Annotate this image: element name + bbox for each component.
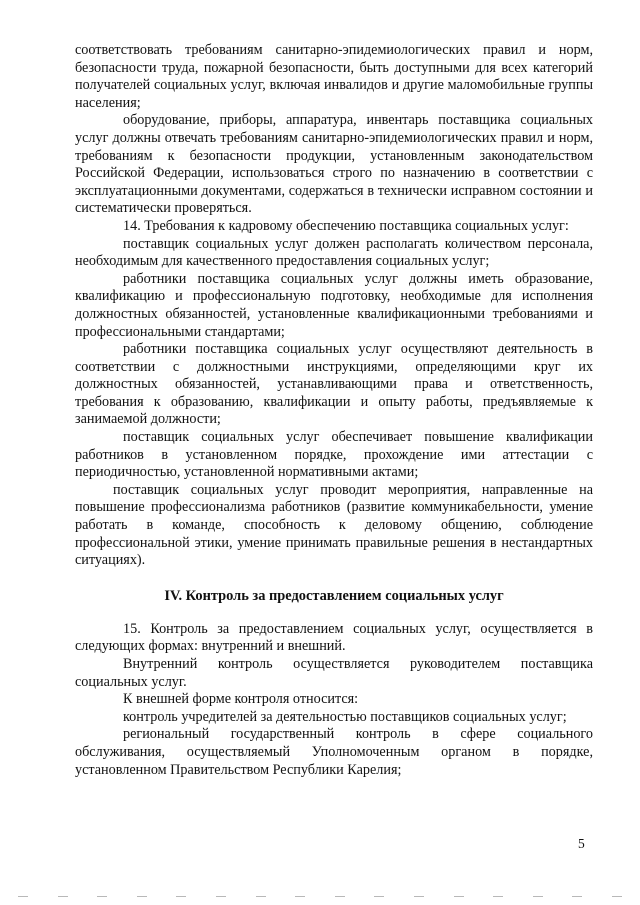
paragraph-staff-professionalism: поставщик социальных услуг проводит мероприятия, направленные на повышение профессионализма работников (развитие коммуникабельности, умение работать в команде, способность к деловому общению, соблюдение профессиональной этики, умение принимать правильные решения в нестандартных ситуациях). <box>75 481 593 569</box>
paragraph-staff-instructions: работники поставщика социальных услуг осуществляют деятельность в соответствии с должностными инструкциями, определяющими круг их должностных обязанностей, устанавливающими права и ответственность, требования к образованию, квалификации и опыту работы, предъявляемые к занимаемой должности; <box>75 341 593 428</box>
paragraph-clause-14: 14. Требования к кадровому обеспечению поставщика социальных услуг: <box>123 217 569 234</box>
paragraph-founders-control: контроль учредителей за деятельностью поставщиков социальных услуг; <box>123 708 567 725</box>
document-body <box>75 42 593 779</box>
paragraph-regional-control: региональный государственный контроль в сфере социального обслуживания, осуществляемый Уполномоченным органом в порядке, установленном Правительством Республики Карелия; <box>75 726 593 778</box>
paragraph-equipment-requirements: оборудование, приборы, аппаратура, инвентарь поставщика социальных услуг должны отвечать требованиям санитарно-эпидемиологических правил и норм, требованиям к безопасности продукции, установленным законодательством Российской Федерации, использоваться строго по назначению в соответствии с эксплуатационными документами, содержаться в технически исправном состоянии и систематически проверяться. <box>75 112 593 217</box>
paragraph-clause-15: 15. Контроль за предоставлением социальных услуг, осуществляется в следующих формах: внутренний и внешний. <box>75 620 593 655</box>
paragraph-staff-qualification: работники поставщика социальных услуг должны иметь образование, квалификацию и профессиональную подготовку, необходимые для исполнения должностных обязанностей, установленные квалификационными требованиями и профессиональными стандартами; <box>75 270 593 340</box>
paragraph-premises-requirements: соответствовать требованиям санитарно-эпидемиологических правил и норм, безопасности труда, пожарной безопасности, быть доступными для всех категорий получателей социальных услуг, включая инвалидов и другие маломобильные группы населения; <box>75 42 593 111</box>
page-number: 5 <box>578 836 585 851</box>
paragraph-internal-control: Внутренний контроль осуществляется руководителем поставщика социальных услуг. <box>75 656 593 690</box>
scan-edge-marks <box>0 896 640 900</box>
section-heading: IV. Контроль за предоставлением социальных услуг <box>164 587 504 604</box>
paragraph-external-control: К внешней форме контроля относится: <box>123 691 359 708</box>
paragraph-staff-training: поставщик социальных услуг обеспечивает повышение квалификации работников в установленном порядке, прохождение ими аттестации с периодичностью, установленной нормативными актами; <box>75 429 593 481</box>
paragraph-staff-quantity: поставщик социальных услуг должен располагать количеством персонала, необходимым для качественного предоставления социальных услуг; <box>75 235 593 270</box>
